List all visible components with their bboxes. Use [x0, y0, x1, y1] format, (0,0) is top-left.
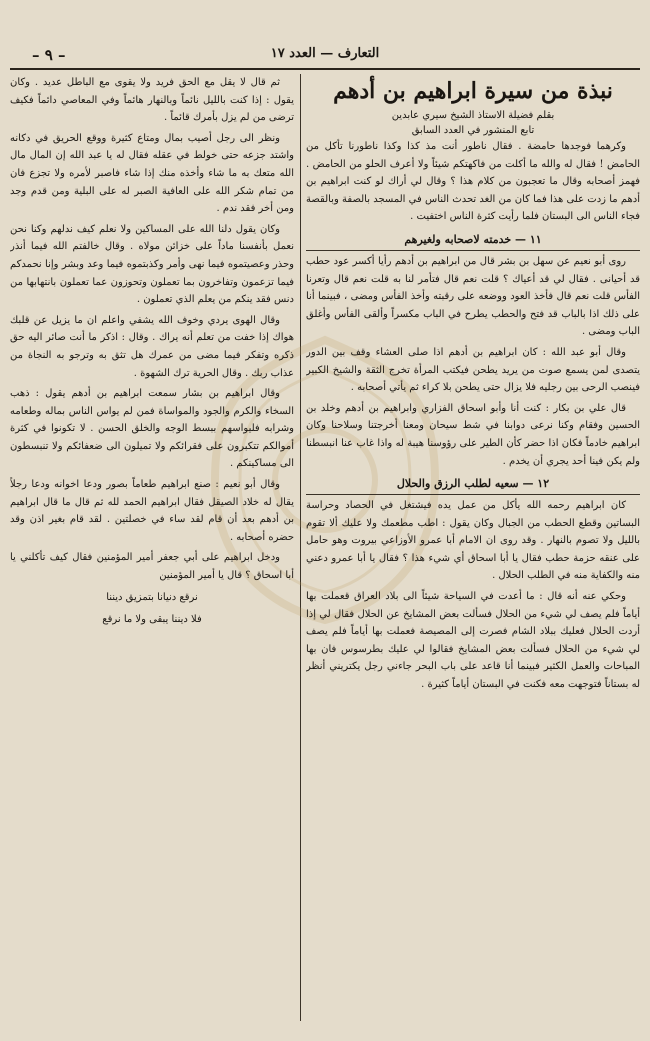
page-number: – ٩ –: [32, 46, 66, 64]
paragraph: وكرهما فوجدها حامضة . فقال ناطور أنت مذ كذا وكذا ناطورنا تأكل من الحامض ! فقال له والله ما أكلت من فاكهتكم شيئاً ولا أعرف الحلو من الحامض . فهمز أصحابه وقال ما تعجبون من كلام هذا ؟ وقال لي أراك لو كنت ابراهيم بن أدهم ما زدت على هذا فما كان من الغد تحدث الناس في المسجد بالصفة وبالقصة فجاء الناس الى البستان فلما رأيت كثرة الناس اختفيت .: [306, 141, 640, 223]
column-divider: [300, 74, 301, 1021]
poem-verse-2: فلا ديننا يبقى ولا ما نرقع: [102, 613, 202, 625]
paragraph: وقال أبو عبد الله : كان ابراهيم بن أدهم اذا صلى العشاء وقف بين الدور يتصدى لمن يسمع صوت من يريد يطحن فيكتب المرأة تخرج الثقة والشيخ الكبير فينصب الرحى بين رجليه فلا يزال حتى يطحن بلا كراء ثم يأتي أصحابه .: [306, 346, 640, 394]
continuation-note: تابع المنشور في العدد السابق: [411, 125, 535, 136]
paragraph: ثم قال لا يقل مع الحق فريد ولا يقوى مع الباطل عديد . وكان يقول : إذا كنت بالليل نائماً وبالنهار هائماً وفي المعاصي دائماً فكيف ترضى من لم يزل بأمرك قائماً .: [10, 77, 294, 124]
running-title: التعارف — العدد ١٧: [270, 46, 380, 61]
poem-verse-1: نرقع دنيانا بتمزيق ديننا: [106, 591, 198, 603]
paragraph: وحكي عنه أنه قال : ما أعدت في السياحة شيئاً الى بلاد العراق قعملت بها أياماً فلم يصف لي شيء من الحلال فسألت بعض المشايخ عن الحلال فقال لي إذا أردت الحلال فعليك ببلاد الشام فصرت إلى المصيصة فعملت بها أياماً فلم يصف لي شيء من الحلال فسألت بعض المشايخ فقالوا لي عليك بطرسوس فان بها المباحات والعمل الكثير فبينما أنا قاعد على باب البحر جاءني رجل يكتريني أنظر له بستاناً فتوجهت معه فكنت في البستان أياماً كثيرة .: [306, 591, 640, 691]
section-heading-12: ١٢ — سعيه لطلب الرزق والحلال: [306, 474, 640, 495]
section-heading-11: ١١ — خدمته لاصحابه ولغيرهم: [306, 230, 640, 251]
paragraph: قال علي بن بكار : كنت أنا وأبو اسحاق الفزاري وابراهيم بن أدهم وخلد بن الحسين وفقام وكنا نرعى دوابنا في شط سيحان ومعنا أخرجتنا وسلاحنا وكان ابراهيم خادماً فكان اذا حضر كأن الطير على رؤوسنا هيبة له واذا غاب عنا انبسطنا ولم يكن فينا أحد يجري أن يخدم .: [306, 402, 640, 467]
paragraph: ودخل ابراهيم على أبي جعفر أمير المؤمنين فقال كيف تأكلني يا أبا اسحاق ؟ قال يا أمير المؤمنين: [10, 552, 294, 582]
paragraph: وقال الهوى يردي وخوف الله يشفي واعلم ان ما يزيل عن قلبك هواك إذا خفت من تعلم أنه يراك . وقال : اذكر ما أنت صائر اليه حق ذكره وتفكر فيما مضى من عمرك هل تثق به وترجو به النجاة من عذاب ربك . وقال الحرية ترك الشهوة .: [10, 314, 294, 379]
right-column: [306, 74, 640, 1019]
paragraph: وقال ابراهيم بن بشار سمعت ابراهيم بن أدهم يقول : ذهب السخاء والكرم والجود والمواساة فمن لم يواس الناس بماله وطعامه وشرابه فليواسهم ببسط الوجه والخلق الحسن . لا تكونوا في كثرة أموالكم تتكبرون على فقرائكم ولا تميلون الى ضعفائكم ولا تنبسطون الى مساكينكم .: [10, 388, 294, 470]
article-byline: بقلم فضيلة الاستاذ الشيخ سيري عابدين: [391, 110, 555, 121]
paragraph: وقال أبو نعيم : صنع ابراهيم طعاماً بصور ودعا اخوانه ودعا رجلاً يقال له خلاد الصيقل فقال ابراهيم الحمد لله ثم قال ما قال ابراهيم بن أدهم بعد أن قام لقد ساء في خصلتين . لقد قام بغير اذن وقد حضره أصحابه .: [10, 479, 294, 543]
page-header: [10, 44, 640, 70]
paragraph: وكان يقول دلنا الله على المساكين ولا نعلم كيف ندلهم وكنا نحن نعمل بأنفسنا ماداً على خزائن مولاه . وقال خالفتم الله فيما أنذر وحذر وعصيتموه فيما نهى وأمر وكذبتموه فيما وعد وبشر وإنا نحمدكم فيما تزعمون وتفاخرون بما تعملون وتحوزون عما تعملون بانتهابها من دنس فقد ينكم من يعلم الذي تعملون .: [10, 223, 294, 306]
left-column: [10, 74, 294, 1019]
paragraph: ونظر الى رجل أصيب بمال ومتاع كثيرة ووقع الحريق في دكانه واشتد جزعه حتى خولط في عقله فقال له يا عبد الله إن المال مال الله متعك به ما شاء وأخذه منك إذا شاء فاصبر لأمره ولا تجزع فان من تمام شكر الله على العافية الصبر له على البلية ومن قدم وجد ومن أخر فقد ندم .: [10, 132, 294, 215]
article-title: نبذة من سيرة ابراهيم بن أدهم: [333, 78, 613, 104]
paragraph: روى أبو نعيم عن سهل بن بشر قال من ابراهيم بن أدهم رأيا أكسر عود حطب قد أحيانى . فقال لي قد أعياك ؟ قلت نعم قال فتأمر لنا به قلت نعم قال وتعرنا الفأس قلت نعم قال فأخذ العود ووضعه على رقبته وأخذ الفأس ومضى ، فبينما أنا على ذلك اذا بالباب قد فتح والحطب يطرح في الباب مكسراً وألقى الفأس وأغلق الباب ومضى .: [306, 255, 640, 338]
paragraph: كان ابراهيم رحمه الله يأكل من عمل يده فيشتغل في الحصاد وحراسة البساتين وقطع الحطب من الجبال وكان يقول : اطب مطعمك ولا عليك ألا تقوم بالليل ولا تصوم بالنهار . وقد روى ان الامام أبا عمرو الأوزاعي بيروت وهو حامل على عنقه حزمة حطب فقال يا أبا اسحاق أي شيء هذا ؟ فقال يا أبا عمرو دعني منه والكفاية منه في الطلب الحلال .: [306, 500, 640, 582]
